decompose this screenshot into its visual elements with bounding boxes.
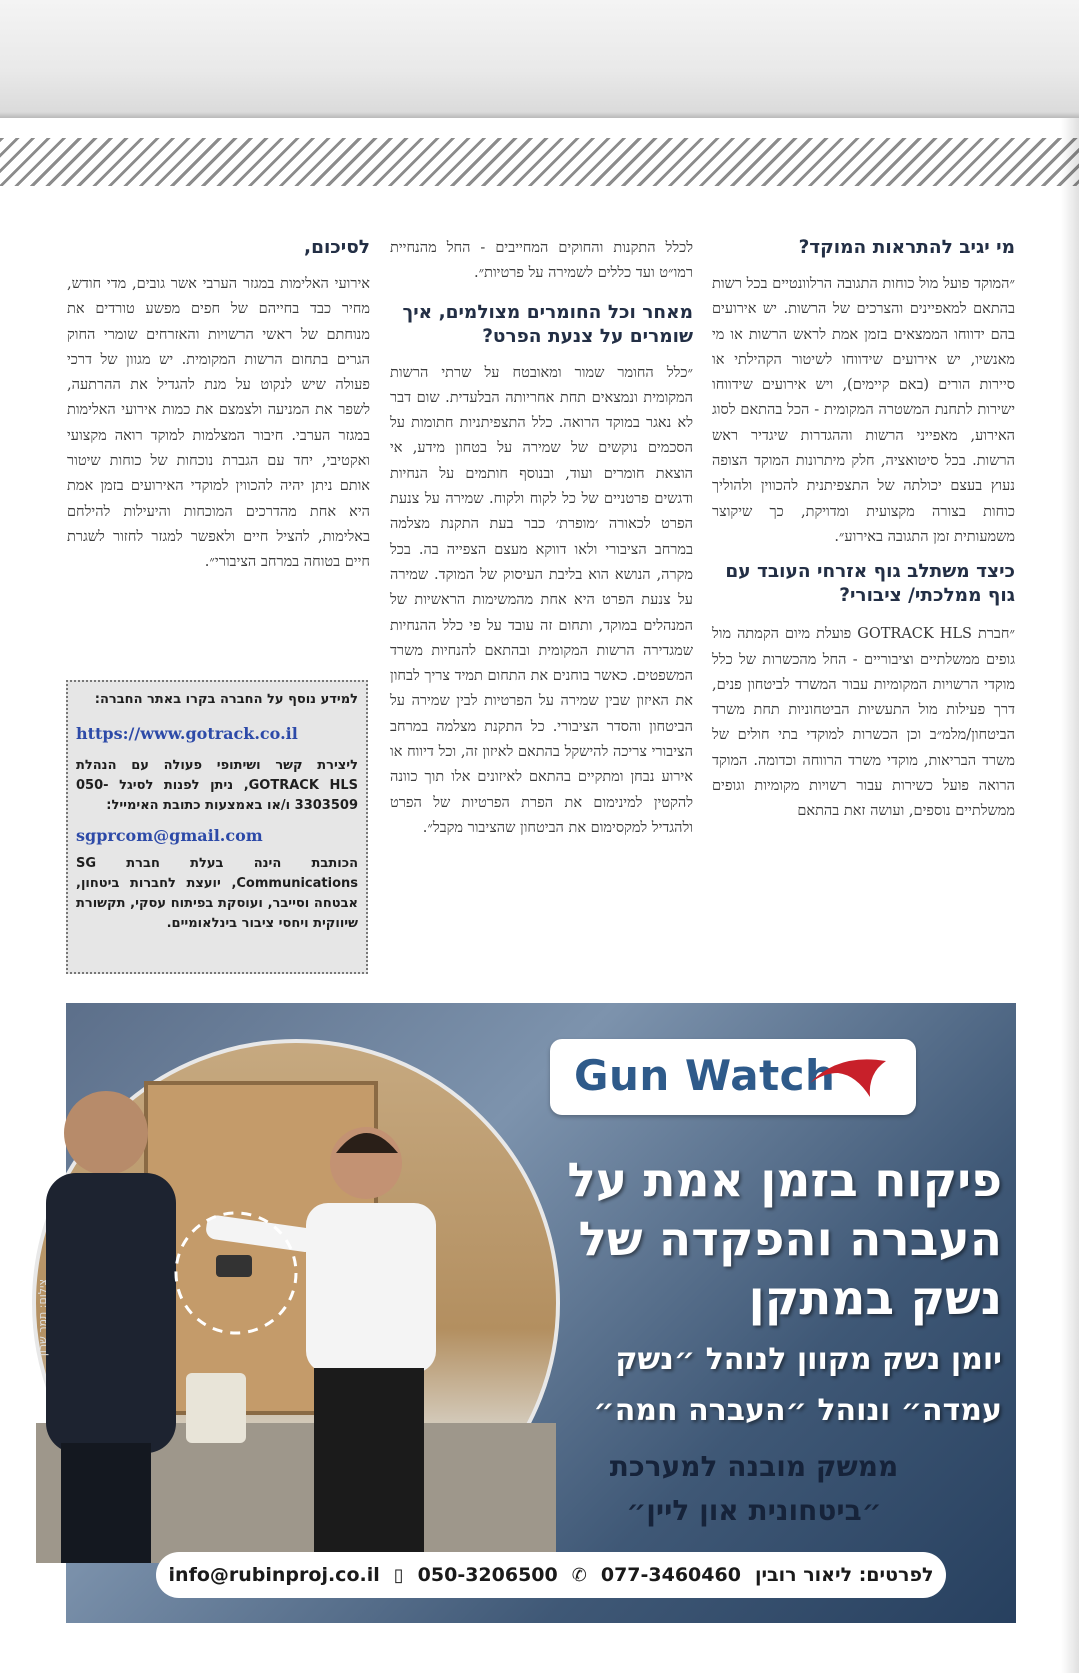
email-link[interactable]: sgprcom@gmail.com (76, 826, 263, 845)
hatched-divider (0, 138, 1079, 186)
mobile-number[interactable]: 050-3206500 (417, 1564, 558, 1586)
ad-contact-bar (156, 1552, 946, 1598)
contact-label: לפרטים: ליאור רובין (754, 1564, 934, 1586)
ad-headline (506, 1151, 1002, 1328)
section-heading: לסיכום, (304, 237, 370, 258)
website-link[interactable]: https://www.gotrack.co.il (76, 724, 298, 743)
headline-line: העברה והפקדה של (578, 1212, 1002, 1267)
article-paragraph: אירועי האלימות במגזר הערבי אשר גובים, מדי חודש, מחיר כבד בחייהם של חפים מפשע טורדים את מנוחתם של ראשי הרשויות והאזרחים שומרי החוק הגרים בתחום הרשות המקומית. יש מגוון של דרכי פעולה שיש לנקוט על מנת להגדיל את ההרתעה, לשפר את המניעה ולצמצם את כמות אירועי האלימות במגזר הערבי. חיבור המצלמות למוקד רואה מקצועי ואקטיבי, יחד עם הגברת נוכחות של כוחות שיטור אותם ניתן יהיה להכווין למוקדי האירועים בזמן אמת היא אחת מהדרכים המוכחות והיעילות להילחם באלימות, להציל חיים ולאפשר למגזר לחזור לשגרת חיים בטוחה במרחב הציבורי״. (67, 276, 370, 571)
phone-icon: ✆ (571, 1564, 587, 1586)
article-column-right (712, 236, 1015, 825)
subheadline-line: עמדה״ ונוהל ״העברה חמה״ (593, 1393, 1002, 1428)
gun-watch-advertisement (36, 1003, 1016, 1623)
ad-subheadline (506, 1334, 1002, 1436)
article-column-middle (390, 236, 693, 841)
contact-text: ליצירת קשר ושיתופי פעולה עם הנהלת GOTRACK HLS, ניתן לפנות לסיגל 050-3303509 ו/או באמצעות כתובת האימייל: (76, 758, 359, 813)
article-column-left (67, 236, 370, 576)
photo-credit: צילום: תמר שרון (36, 1279, 49, 1357)
gun-watch-logo (550, 1039, 916, 1115)
subheadline-line: יומן נשק מקוון לנוהל ״נשק (615, 1342, 1002, 1377)
page-edge-shadow (1061, 118, 1079, 1673)
ad-photo-security-check (32, 1039, 560, 1567)
contact-email[interactable]: info@rubinproj.co.il (168, 1564, 380, 1586)
logo-text: Gun Watch (574, 1051, 836, 1100)
section-heading: מאחר וכל החומרים מצולמים, איך שומרים על צנעת הפרט? (402, 301, 693, 347)
page-top-band (0, 0, 1079, 118)
article-paragraph: ״כלל החומר שמור ומאובטח על שרתי הרשות המקומית ונמצאים תחת אחריותה הבלעדית. שום דבר לא נאגר במוקד הרואה. כלל התצפיתניות חתומות על הסכמים נוקשים של שמירה על בטחון מידע, אי הוצאת חומרים ועוד, ובנוסף חותמים על הנחיות ודגשים פרטניים של כל לקוח ולקוח. שמירה על צנעת הפרט לכאורה ׳מופרת׳ כבר בעת התקנת מצלמה במרחב הציבורי ולאו דווקא מעצם הצפייה בה. בכל מקרה, הנושא הוא בליבת העיסוק של המוקד. שמירה על צנעת הפרט היא אחת מהמשימות הראשיות של המנהלים במוקד, ותחום זה עובד על פי כלל ההנחיות שמגדירה הרשות המקומית ובהתאם להנחיות משרד המשפטים. כאשר בוחנים את התחום תמיד צריך לבחון את האיזון שבין שמירה על הפרטיות לבין שמירה על הביטחון והסדר הציבורי. כל התקנת מצלמה במרחב הציבורי צריכה להישקל בהתאם לאיזון זה, וכל דיווח או אירוע נבחן ומתקיים בהתאם לאיזונים אלו תוך כוונה להקטין למינימום את הפרת הפרטיות של הפרט ולהגדיל למקסימום את הביטחון שהציבור מקבל״. (390, 364, 693, 836)
phone-number[interactable]: 077-3460460 (600, 1564, 741, 1586)
section-heading: כיצד משתלב גוף אזרחי העובד עם גוף ממלכתי/ ציבורי? (725, 561, 1015, 607)
mobile-phone-icon: ▯ (393, 1564, 404, 1586)
author-bio: הכותבת הינה בעלת חברת SG Communications, יועצת לחברות ביטחון, אבטחה וסייבר, ועוסקת בפיתוח עסקי, תקשורת שיווקית ויחסי ציבור בינלאומיים. (76, 856, 358, 931)
description-line: ממשק מובנה למערכת (609, 1450, 899, 1483)
info-box-title: למידע נוסף על החברה בקרו באתר החברה: (94, 692, 358, 707)
article-paragraph: ״המוקד פועל מול כוחות התגובה הרלוונטיים בכל רשות בהתאם למאפיינים והצרכים של הרשות. יש אירועים בהם ידווחו הממצאים בזמן אמת לראש הרשות או מי מאנשיו, יש אירועים שידווחו לשיטור הקהילתי או סיירות הורים (באם קיימים), ויש אירועים שידווחו ישירות לתחנת המשטרה המקומית - הכל בהתאם לסוג האירוע, מאפייני הרשות וההגדרות שיגדיר ראש הרשות. בכל סיטואציה, חלק מיתרונות המוקד הצופה נעוץ בעצם יכולתה של התצפיתנית להכווין ולהוליך כוחות בצורה מקצועית ומדויקת, כך שיקוצר משמעותית זמן התגובה באירוע״. (712, 276, 1015, 545)
ad-description (506, 1445, 1002, 1533)
headline-line: נשק במתקן (748, 1271, 1002, 1326)
description-line: ״ביטחונית און ליין״ (626, 1494, 882, 1527)
logo-swoosh-icon (808, 1053, 888, 1099)
company-info-box (66, 680, 368, 974)
article-paragraph: ״חברת GOTRACK HLS פועלת מיום הקמתה מול גופים ממשלתיים וציבוריים - החל מהכשרות של כלל מוקדי הרשויות המקומיות עבור המשרד לביטחון פנים, דרך פעילות מול התעשיות הביטחוניות תחת משרד הביטחון/מלמ״ב וכן הכשרות למוקדי בתי חולים של משרד הבריאות, מוקדי משרד הרווחה וכדומה. המוקד הרואה פועל כשירות עבור רשויות מקומיות וגופים ממשלתיים נוספים, ועושה זאת בהתאם (712, 626, 1015, 820)
ad-photo-illustration (36, 1043, 556, 1563)
section-heading: מי יגיב להתראות המוקד? (798, 237, 1015, 258)
article-paragraph: לכלל התקנות והחוקים המחייבים - החל מהנחיית רמו״ט ועד כללים לשמירה על פרטיות״. (390, 240, 693, 282)
headline-line: פיקוח בזמן אמת על (567, 1153, 1002, 1208)
